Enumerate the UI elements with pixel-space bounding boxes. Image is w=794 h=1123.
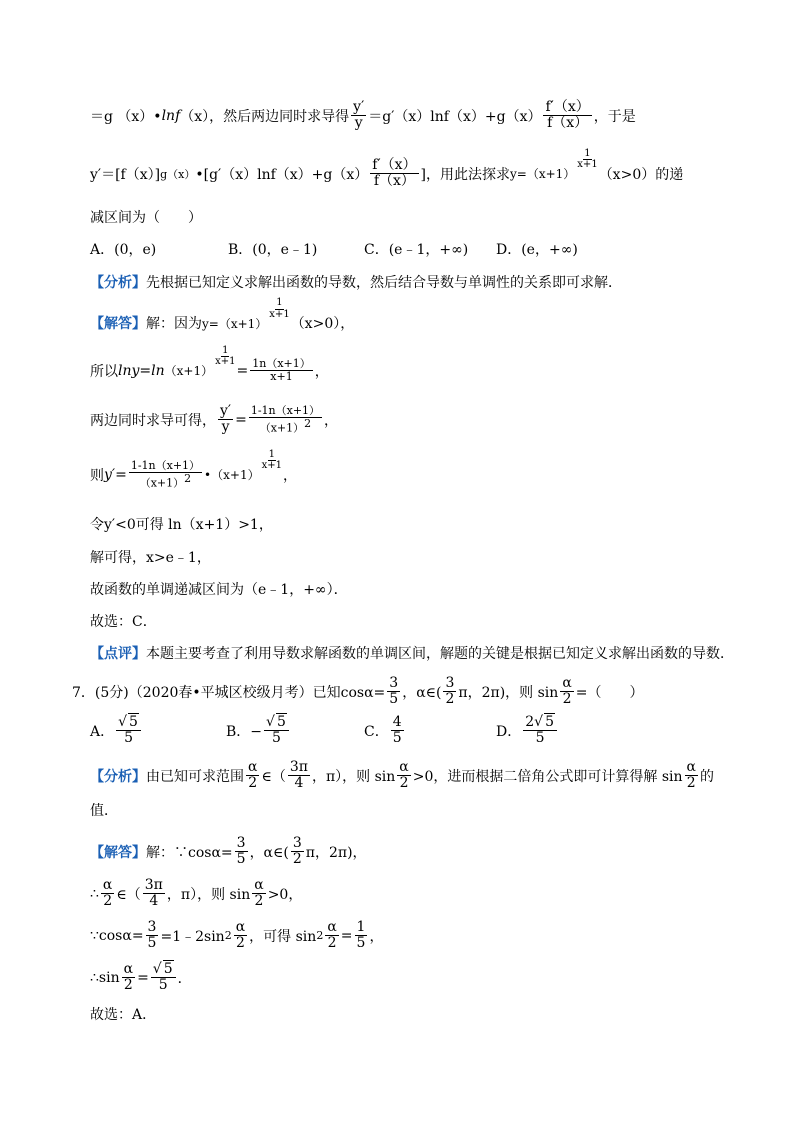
- q6-answer-line4: [90, 448, 297, 490]
- q7-option-c-num: 4: [392, 714, 402, 730]
- q7-s2-c: ，π），则 sin: [166, 886, 251, 903]
- q6-line2-supfrac-num: 1: [584, 147, 591, 159]
- q6-line1-ln: lnf: [161, 107, 181, 124]
- q7-option-b: [226, 715, 291, 747]
- q7-s2-frac1-num: α: [102, 877, 113, 893]
- q6-comment: [90, 643, 734, 663]
- q6-option-a: A．(0，e): [90, 242, 157, 258]
- q7-an1-a: 由已知可求范围: [146, 768, 244, 785]
- q6-option-b: B．(0，e﹣1): [228, 242, 318, 258]
- q7-option-b-radicand: 5: [276, 714, 286, 730]
- q7-s3-b: =1﹣2sin: [160, 928, 225, 945]
- q7-cos-frac: [387, 676, 400, 708]
- q6-line1-a: ＝g （x）•: [90, 108, 162, 125]
- q7-s2-b: ∈（: [116, 886, 141, 903]
- q7-option-a: [90, 715, 143, 747]
- q6-ans2-frac-num: 1n（x+1）: [252, 357, 311, 370]
- q7-option-d: [496, 715, 559, 747]
- q7-stem: [72, 676, 644, 708]
- q6-option-d: D．(e，+∞): [496, 242, 578, 258]
- q7-sin-frac-den: 2: [562, 691, 572, 708]
- q7-option-b-num: √ 5: [264, 715, 289, 731]
- q7-option-c-frac: [391, 715, 404, 747]
- q6-ans2-supfrac-num: 1: [222, 344, 229, 356]
- q6-line2-sup: g（x）: [160, 167, 196, 181]
- q6-ans4-frac: [129, 460, 202, 490]
- q7-meta: (5分)（2020春•平城区校级月考）已知cosα=: [94, 684, 386, 701]
- q7-s1-a: 解：∵cosα=: [146, 844, 233, 861]
- q7-answer-line1: [90, 836, 367, 868]
- q7-an1-e: 的: [700, 768, 714, 785]
- q7-s1-frac2-num: 3: [292, 835, 302, 851]
- q6-ans2-supfrac-den: x+1: [215, 356, 236, 368]
- q6-ans2-c: （x+1）: [164, 364, 214, 379]
- q7-s3-frac2-num: α: [235, 919, 246, 935]
- q7-option-d-den: 5: [535, 730, 545, 747]
- q6-ans4-supfrac-den: x+1: [261, 460, 282, 472]
- q7-s3-sup2: 2: [316, 929, 324, 943]
- q6-line2-c: ]，用此法探求: [420, 166, 510, 183]
- q6-answer-line6: 解可得，x>e﹣1，: [90, 550, 211, 566]
- q7-answer-tag: 【解答】: [90, 844, 146, 861]
- q7-range-frac-num: 3: [445, 675, 455, 691]
- q6-line2-y: y=（x+1）: [510, 167, 576, 182]
- q6-line2-supfrac: [576, 149, 598, 171]
- q6-answer-line1: [90, 297, 355, 334]
- q7-an1-frac3: [397, 760, 410, 792]
- q7-option-d-frac: [523, 715, 557, 747]
- q6-comment-text: 本题主要考查了利用导数求解函数的单调区间，解题的关键是根据已知定义求解出函数的导数．: [146, 646, 734, 662]
- q7-s3-frac4: [355, 920, 368, 952]
- q7-an1-c: ，π），则 sin: [311, 768, 396, 785]
- q7-range-b: π，2π)，则 sin: [458, 684, 559, 701]
- q6-ans4-d: ，: [282, 467, 297, 484]
- q6-ans4-frac-den-exp: 2: [184, 472, 192, 486]
- q6-ans3-frac1-num: y′: [220, 403, 232, 419]
- q6-answer-line5: 令y′<0可得 ln（x+1）>1，: [90, 517, 273, 533]
- q7-option-d-num: 2√ 5: [523, 715, 557, 731]
- q6-ans4-y: y′: [104, 466, 116, 483]
- q6-ans4-frac-den-base: （x+1）: [139, 476, 185, 490]
- q6-answer-line7: 故函数的单调递减区间为（e﹣1，+∞）．: [90, 582, 348, 598]
- q7-an1-frac2: [288, 760, 310, 792]
- q7-s4-radicand: 5: [163, 961, 173, 977]
- q7-an1-frac3-num: α: [399, 759, 409, 775]
- q7-s2-frac2: [143, 878, 165, 910]
- q7-s3-a: ∵cosα=: [90, 927, 144, 944]
- q7-answer-line2: [90, 878, 302, 910]
- q7-option-a-label: A．: [90, 723, 115, 740]
- q7-s3-frac1-den: 5: [147, 935, 157, 952]
- q6-ans3-frac1: [218, 404, 233, 436]
- q7-s3-frac3-num: α: [327, 919, 337, 935]
- q6-ans2-frac-den: x+1: [270, 370, 293, 384]
- q7-an1-b: ∈（: [261, 768, 286, 785]
- q6-line1-frac1: [351, 100, 366, 132]
- q6-line1-frac1-den: y: [354, 115, 363, 132]
- q7-option-b-den: 5: [271, 730, 281, 747]
- q6-ans1-supfrac-den: x+1: [269, 308, 290, 320]
- q7-s4-c: ．: [177, 970, 192, 987]
- q7-option-a-den: 5: [124, 730, 133, 747]
- q6-line3-text: 减区间为（ ）: [90, 210, 202, 226]
- q7-sin-frac: [560, 676, 573, 708]
- q7-s3-frac3-den: 2: [327, 935, 337, 952]
- q7-an1-frac4-num: α: [686, 759, 696, 775]
- q6-ans1-supfrac: [268, 298, 290, 320]
- q7-s3-frac3: [325, 920, 338, 952]
- q6-line3: [90, 207, 202, 227]
- q6-ans2-e: ，: [314, 363, 329, 380]
- q7-option-c-den: 5: [392, 730, 402, 747]
- q7-cos-frac-num: 3: [389, 675, 399, 691]
- q6-ans4-b: =: [115, 466, 127, 483]
- q6-line2-d: （x>0）的递: [598, 166, 684, 183]
- q6-line1-frac2-den: f（x）: [547, 115, 589, 132]
- q7-s2-frac2-den: 4: [149, 893, 159, 910]
- q6-ans2-supfrac: [214, 346, 236, 368]
- q7-analysis-tag: 【分析】: [90, 768, 146, 785]
- q7-option-a-radicand: 5: [129, 714, 138, 730]
- q7-option-a-frac: [116, 715, 141, 747]
- q7-s3-d: =: [340, 927, 353, 944]
- q6-ans4-supfrac: [261, 450, 283, 472]
- q7-s4-b: =: [137, 969, 149, 986]
- q7-s2-frac1: [101, 878, 114, 910]
- q6-line2: [90, 147, 684, 190]
- q7-s2-frac1-den: 2: [103, 893, 113, 910]
- q7-num: 7．: [72, 684, 95, 701]
- q7-s1-b: ，α∈(: [249, 844, 289, 861]
- q7-option-d-coef: 2: [525, 714, 535, 730]
- q6-line1-frac2: [543, 100, 591, 132]
- q7-sin-frac-num: α: [562, 675, 572, 691]
- q7-s2-frac2-num: 3π: [144, 877, 163, 893]
- q6-answer-line3: [90, 404, 338, 436]
- q7-s3-c: ，可得 sin: [249, 928, 317, 945]
- q7-s4-a: ∴sin: [90, 969, 120, 986]
- q6-line1-b: （x），然后两边同时求导得: [180, 108, 350, 125]
- q6-line2-a: y′＝[f（x）]: [90, 166, 161, 183]
- q7-analysis-line2: 值．: [90, 803, 118, 819]
- q7-s2-d: >0，: [267, 886, 303, 903]
- q6-ans3-frac2-den: [258, 418, 313, 435]
- q6-ans4-c: •（x+1）: [204, 468, 260, 483]
- q7-s1-frac1: [235, 836, 248, 868]
- q6-line1-d: ，于是: [593, 108, 636, 125]
- q7-s2-a: ∴: [90, 885, 99, 902]
- q6-ans3-frac1-den: y: [221, 419, 230, 436]
- q6-line1-frac1-num: y′: [353, 99, 365, 115]
- q7-range-frac: [443, 676, 456, 708]
- q7-s3-e: ，: [369, 928, 384, 945]
- q7-option-d-label: D．: [496, 723, 522, 740]
- q6-ans4-a: 则: [90, 467, 104, 484]
- q6-ans1-b: （x>0），: [290, 316, 355, 332]
- q7-s4-frac2: [151, 962, 176, 994]
- q6-analysis-tag: 【分析】: [90, 275, 146, 291]
- q7-an1-frac4: [685, 760, 698, 792]
- q6-ans3-frac2-den-exp: 2: [304, 417, 312, 431]
- q6-ans4-frac-num: 1-1n（x+1）: [130, 459, 201, 472]
- q6-ans1-a: 解：因为: [146, 316, 202, 332]
- q6-answer-line8: 故选：C．: [90, 614, 157, 630]
- q6-ans2-ln: ln: [151, 362, 165, 379]
- q6-analysis: [90, 272, 622, 292]
- q6-line2-frac: [370, 158, 418, 190]
- q6-ans2-lny: lny: [118, 362, 140, 379]
- q7-s1-frac1-den: 5: [236, 851, 246, 868]
- q7-s3-frac4-num: 1: [356, 919, 366, 935]
- q6-ans3-frac2: [249, 405, 322, 435]
- q7-an1-frac1-num: α: [248, 759, 258, 775]
- q7-s4-frac2-num: √ 5: [151, 962, 176, 978]
- q7-range-frac-den: 2: [445, 691, 455, 708]
- q6-line1: [90, 100, 636, 132]
- q6-ans2-a: 所以: [90, 363, 118, 380]
- q7-s3-sup: 2: [224, 929, 232, 943]
- q7-s4-frac1-den: 2: [123, 977, 133, 994]
- q7-s4-frac2-den: 5: [158, 977, 168, 994]
- q7-option-d-radicand: 5: [545, 714, 554, 730]
- q7-an1-frac2-den: 4: [294, 775, 304, 792]
- q6-answer-tag: 【解答】: [90, 316, 146, 332]
- q7-an1-frac3-den: 2: [399, 775, 409, 792]
- q7-answer-line3: [90, 920, 383, 952]
- q6-option-c: C．(e﹣1，+∞): [364, 242, 469, 258]
- q7-cos-frac-den: 5: [389, 691, 399, 708]
- q7-s3-frac1: [146, 920, 159, 952]
- q6-line1-c: ＝g′（x）lnf（x）+g（x）: [368, 108, 542, 125]
- q6-analysis-text: 先根据已知定义求解出函数的导数，然后结合导数与单调性的关系即可求解．: [146, 275, 622, 291]
- q6-ans3-frac2-num: 1-1n（x+1）: [250, 403, 321, 417]
- q7-s1-c: π，2π)，: [305, 844, 367, 861]
- q6-ans3-frac2-den-base: （x+1）: [259, 421, 305, 435]
- q7-an1-frac1: [246, 760, 259, 792]
- q7-option-a-num: √ 5: [116, 715, 141, 731]
- q7-option-c: [364, 715, 406, 747]
- q6-line2-b: •[g′（x）lnf（x）+g（x）: [195, 166, 369, 183]
- q7-option-b-frac: [264, 715, 289, 747]
- q7-analysis: [90, 760, 714, 792]
- q6-line1-frac2-num: f′（x）: [545, 99, 590, 115]
- q6-ans2-b: =: [139, 362, 152, 379]
- q7-s2-frac3-num: α: [254, 877, 264, 893]
- q6-answer-line2: [90, 344, 329, 384]
- q7-answer-line4: [90, 962, 192, 994]
- q7-s1-frac2-den: 2: [292, 851, 302, 868]
- q7-answer-line5: 故选：A．: [90, 1007, 157, 1023]
- q7-end: =（ ）: [575, 684, 644, 701]
- q6-ans1-supfrac-num: 1: [276, 297, 283, 308]
- q6-ans3-a: 两边同时求导可得，: [90, 412, 216, 429]
- q7-s2-frac3: [252, 878, 265, 910]
- q7-s3-frac2-den: 2: [235, 935, 245, 952]
- q6-line2-frac-den: f（x）: [373, 173, 415, 190]
- q6-ans3-b: =: [235, 411, 247, 428]
- q7-an1-frac2-num: 3π: [289, 759, 308, 775]
- q7-s1-frac2: [291, 836, 304, 868]
- q7-option-b-label: B．−: [226, 723, 263, 740]
- q7-s3-frac1-num: 3: [147, 919, 157, 935]
- q7-an1-frac1-den: 2: [248, 775, 258, 792]
- q6-ans1-y: y=（x+1）: [202, 316, 268, 331]
- q7-option-c-label: C．: [364, 723, 389, 740]
- q7-s4-frac1-num: α: [123, 961, 134, 977]
- q7-an1-frac4-den: 2: [686, 775, 696, 792]
- q6-ans4-frac-den: [138, 473, 193, 490]
- q7-s3-frac4-den: 5: [356, 935, 366, 952]
- q6-line2-supfrac-den: x+1: [577, 159, 598, 171]
- q7-s4-frac1: [122, 962, 135, 994]
- q7-s2-frac3-den: 2: [254, 893, 264, 910]
- q7-s3-frac2: [234, 920, 247, 952]
- q6-ans2-frac: [250, 358, 313, 383]
- q6-line2-frac-num: f′（x）: [372, 157, 417, 173]
- q6-ans4-supfrac-num: 1: [268, 448, 275, 460]
- q7-an1-d: >0，进而根据二倍角公式即可计算得解 sin: [412, 768, 683, 785]
- q7-mid: ，α∈(: [402, 684, 442, 701]
- q6-ans3-c: ，: [324, 412, 339, 429]
- q7-s1-frac1-num: 3: [236, 835, 246, 851]
- q6-ans2-d: =: [236, 362, 249, 379]
- q6-comment-tag: 【点评】: [90, 646, 146, 662]
